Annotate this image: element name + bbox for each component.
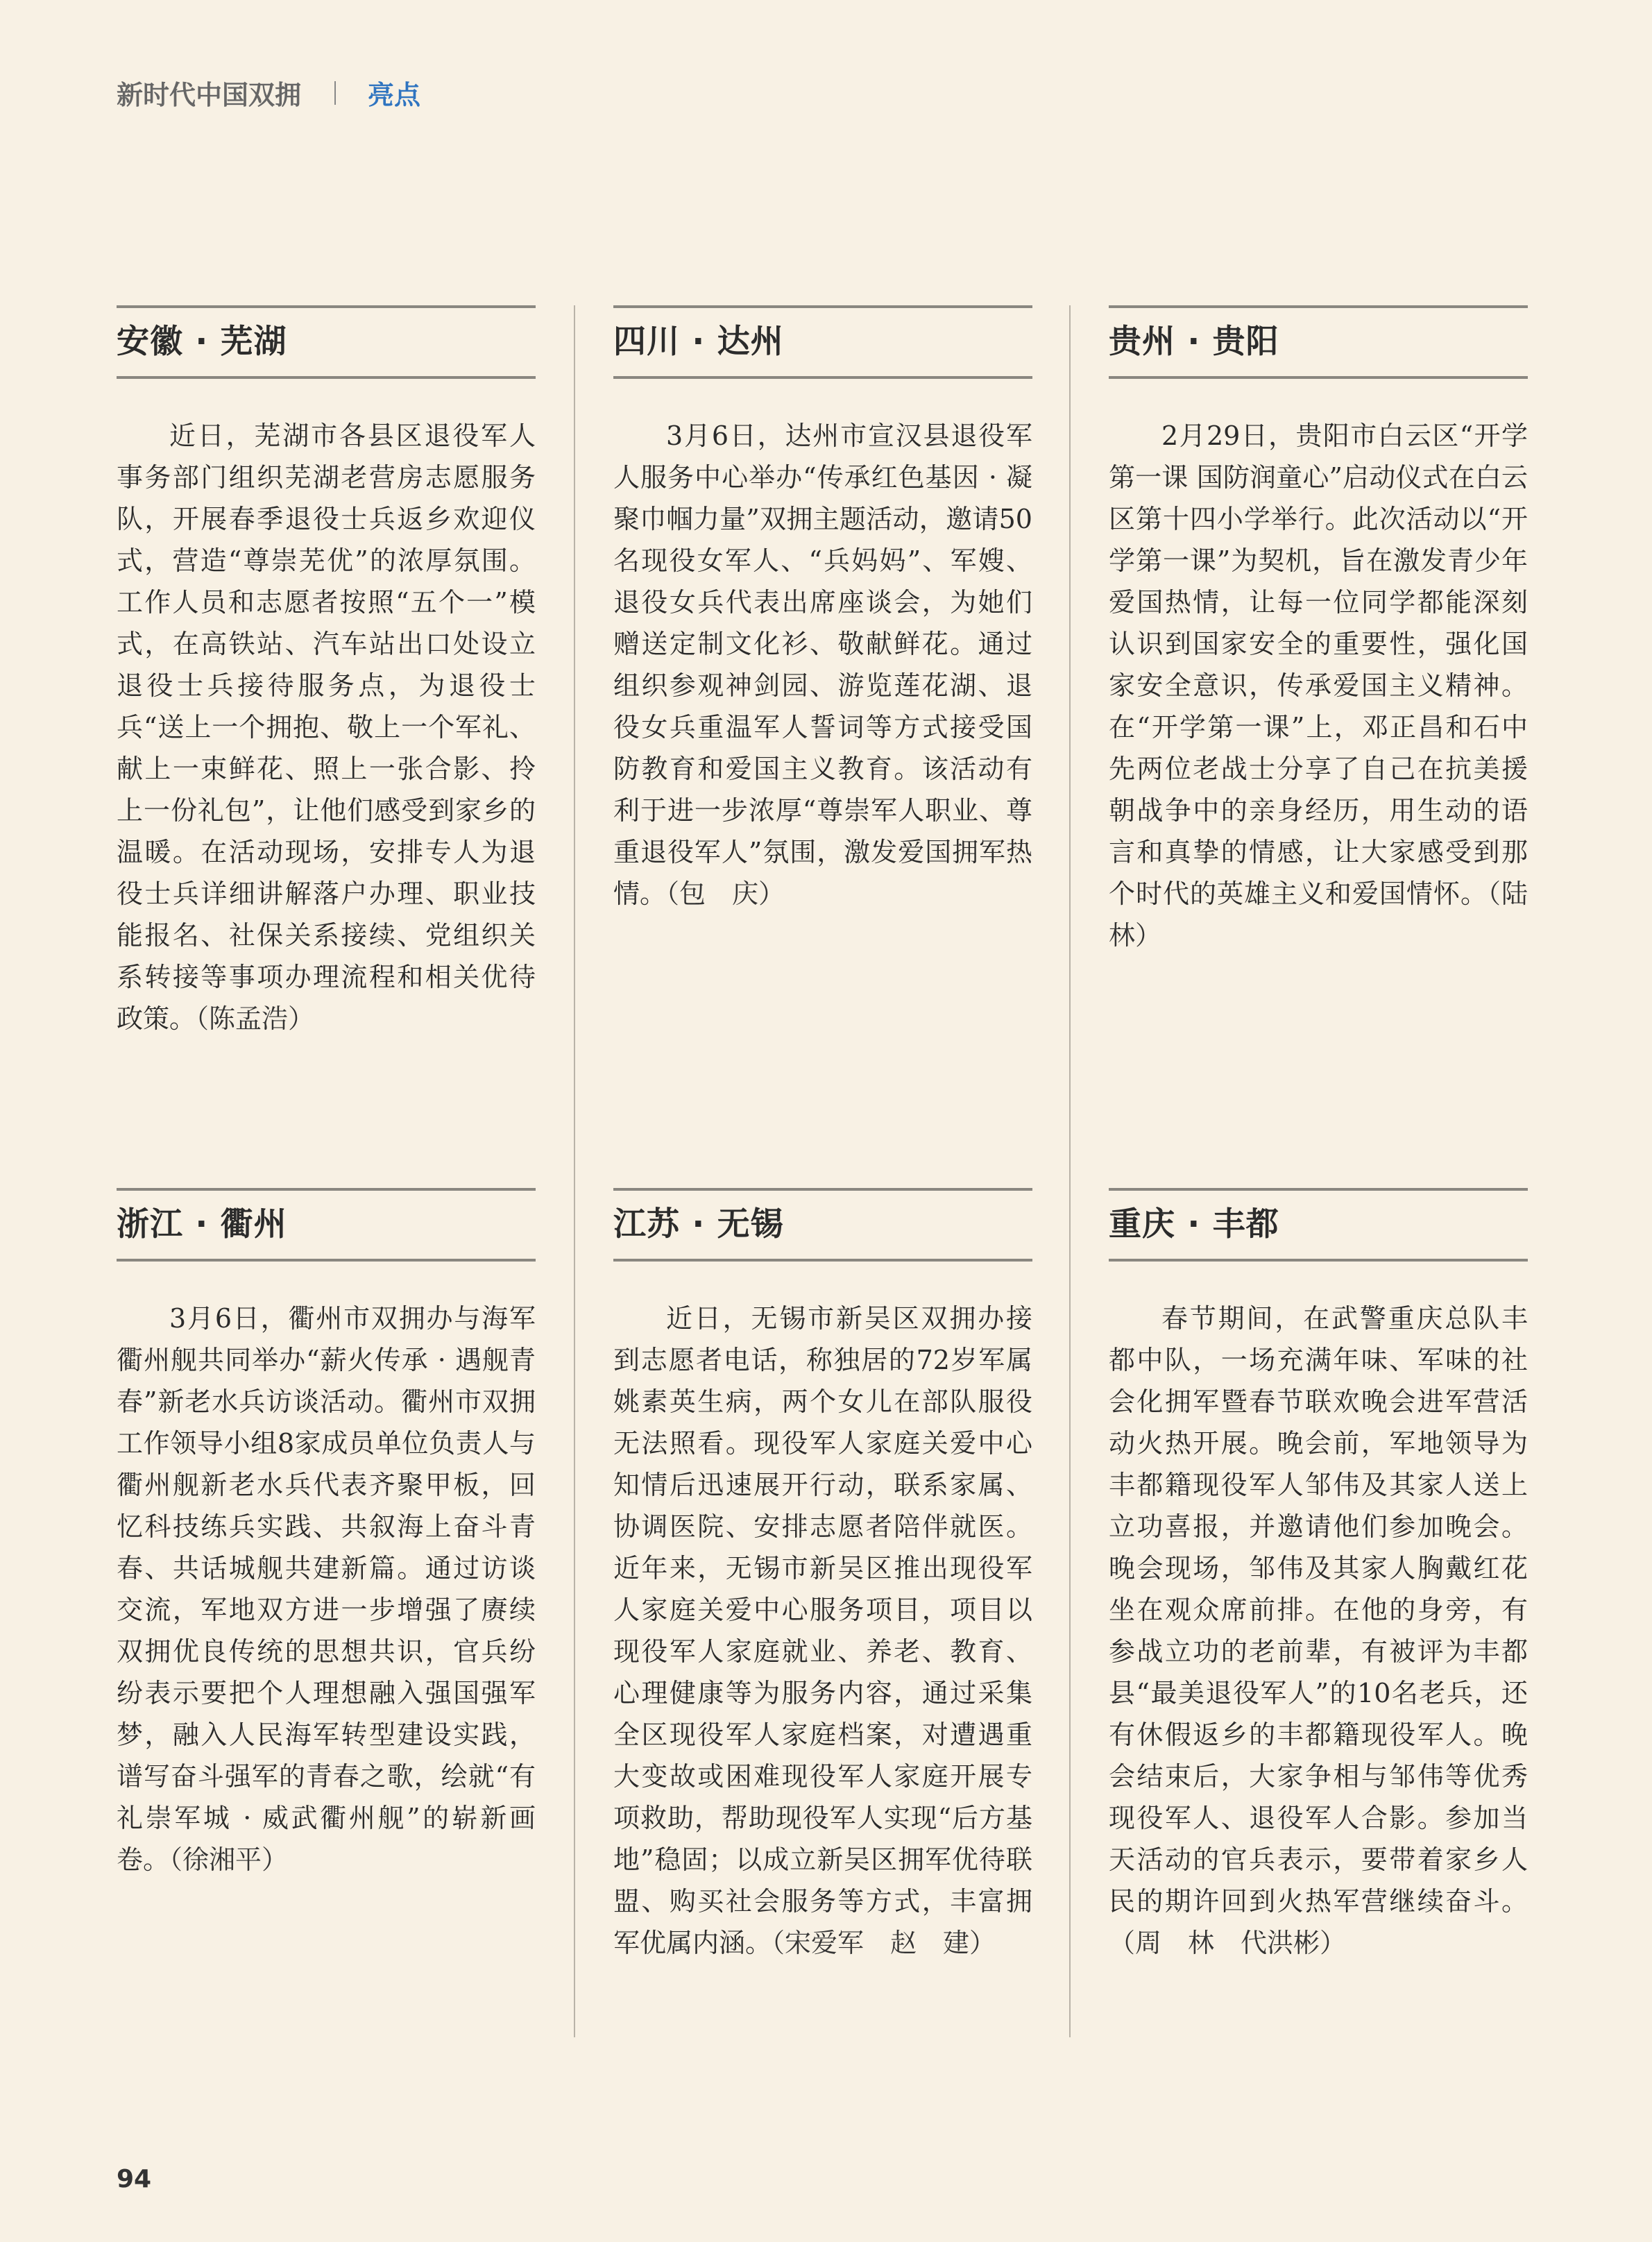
article-author: （宋爱军 赵 建） [772, 1928, 996, 1958]
article-card [1109, 1188, 1528, 1964]
article-text: 春节期间，在武警重庆总队丰都中队，一场充满年味、军味的社会化拥军暨春节联欢晚会进军营活动火热开展。晚会前，军地领导为丰都籍现役军人邹伟及其家人送上立功喜报，并邀请他们参加晚会。晚会现场，邹伟及其家人胸戴红花坐在观众席前排。在他的身旁，有参战立功的老前辈，有被评为丰都县“最美退役军人”的10名老兵，还有休假返乡的丰都籍现役军人。晚会结束后，大家争相与邹伟等优秀现役军人、退役军人合影。参加当天活动的官兵表示，要带着家乡人民的期许回到火热军营继续奋斗。 [1109, 1303, 1528, 1917]
article-author: （周 林 代洪彬） [1109, 1928, 1347, 1958]
article-title: 贵州 · 贵阳 [1109, 323, 1279, 361]
article-title: 四川 · 达州 [613, 323, 784, 361]
article-title: 安徽 · 芜湖 [117, 323, 287, 361]
article-card [613, 1188, 1032, 1964]
article-card [1109, 305, 1554, 956]
page-header [117, 74, 420, 112]
article-author: （陆 林） [1109, 878, 1554, 951]
article-body [1109, 415, 1554, 956]
title-bottom-rule [117, 376, 536, 379]
article-card [613, 305, 1032, 915]
article-author: （包 庆） [666, 878, 785, 909]
magazine-title: 新时代中国双拥 [117, 80, 302, 110]
article-body [117, 415, 536, 1039]
title-bottom-rule [1109, 376, 1528, 379]
article-author: （徐湘平） [169, 1844, 289, 1875]
article-text: 3月6日，衢州市双拥办与海军衢州舰共同举办“薪火传承 · 遇舰青春”新老水兵访谈活动。衢州市双拥工作领导小组8家成员单位负责人与衢州舰新老水兵代表齐聚甲板，回忆科技练兵实践、共叙海上奋斗青春、共话城舰共建新篇。通过访谈交流，军地双方进一步增强了赓续双拥优良传统的思想共识，官兵纷纷表示要把个人理想融入强国强军梦，融入人民海军转型建设实践，谱写奋斗强军的青春之歌，绘就“有礼崇军城 · 威武衢州舰”的崭新画卷。 [117, 1303, 536, 1875]
article-title: 重庆 · 丰都 [1109, 1205, 1279, 1243]
article-body [1109, 1298, 1528, 1964]
title-bottom-rule [117, 1259, 536, 1262]
header-divider [334, 81, 336, 105]
column-divider-2 [1069, 305, 1071, 2037]
section-label: 亮点 [368, 80, 421, 110]
article-card [117, 305, 536, 1039]
article-text: 2月29日，贵阳市白云区“开学第一课 国防润童心”启动仪式在白云区第十四小学举行。此次活动以“开学第一课”为契机，旨在激发青少年爱国热情，让每一位同学都能深刻认识到国家安全的重要性，强化国家安全意识，传承爱国主义精神。在“开学第一课”上，邓正昌和石中先两位老战士分享了自己在抗美援朝战争中的亲身经历，用生动的语言和真挚的情感，让大家感受到那个时代的英雄主义和爱国情怀。 [1109, 421, 1528, 909]
column-divider-1 [574, 305, 575, 2037]
title-bottom-rule [613, 1259, 1032, 1262]
article-title: 江苏 · 无锡 [613, 1205, 784, 1243]
article-body [613, 1298, 1032, 1964]
article-body [613, 415, 1032, 915]
article-body [117, 1298, 536, 1880]
article-author: （陈孟浩） [196, 1003, 315, 1034]
page-number: 94 [117, 2165, 152, 2193]
title-bottom-rule [1109, 1259, 1528, 1262]
article-text: 3月6日，达州市宣汉县退役军人服务中心举办“传承红色基因 · 凝聚巾帼力量”双拥主题活动，邀请50名现役女军人、“兵妈妈”、军嫂、退役女兵代表出席座谈会，为她们赠送定制文化衫、敬献鲜花。通过组织参观神剑园、游览莲花湖、退役女兵重温军人誓词等方式接受国防教育和爱国主义教育。该活动有利于进一步浓厚“尊崇军人职业、尊重退役军人”氛围，激发爱国拥军热情。 [613, 421, 1032, 909]
article-card [117, 1188, 536, 1880]
article-title: 浙江 · 衢州 [117, 1205, 287, 1243]
article-text: 近日，芜湖市各县区退役军人事务部门组织芜湖老营房志愿服务队，开展春季退役士兵返乡欢迎仪式，营造“尊崇芜优”的浓厚氛围。工作人员和志愿者按照“五个一”模式，在高铁站、汽车站出口处设立退役士兵接待服务点，为退役士兵“送上一个拥抱、敬上一个军礼、献上一束鲜花、照上一张合影、拎上一份礼包”，让他们感受到家乡的温暖。在活动现场，安排专人为退役士兵详细讲解落户办理、职业技能报名、社保关系接续、党组织关系转接等事项办理流程和相关优待政策。 [117, 421, 536, 1034]
article-text: 近日，无锡市新吴区双拥办接到志愿者电话，称独居的72岁军属姚素英生病，两个女儿在部队服役无法照看。现役军人家庭关爱中心知情后迅速展开行动，联系家属、协调医院、安排志愿者陪伴就医。近年来，无锡市新吴区推出现役军人家庭关爱中心服务项目，项目以现役军人家庭就业、养老、教育、心理健康等为服务内容，通过采集全区现役军人家庭档案，对遭遇重大变故或困难现役军人家庭开展专项救助，帮助现役军人实现“后方基地”稳固；以成立新吴区拥军优待联盟、购买社会服务等方式，丰富拥军优属内涵。 [613, 1303, 1032, 1958]
title-bottom-rule [613, 376, 1032, 379]
